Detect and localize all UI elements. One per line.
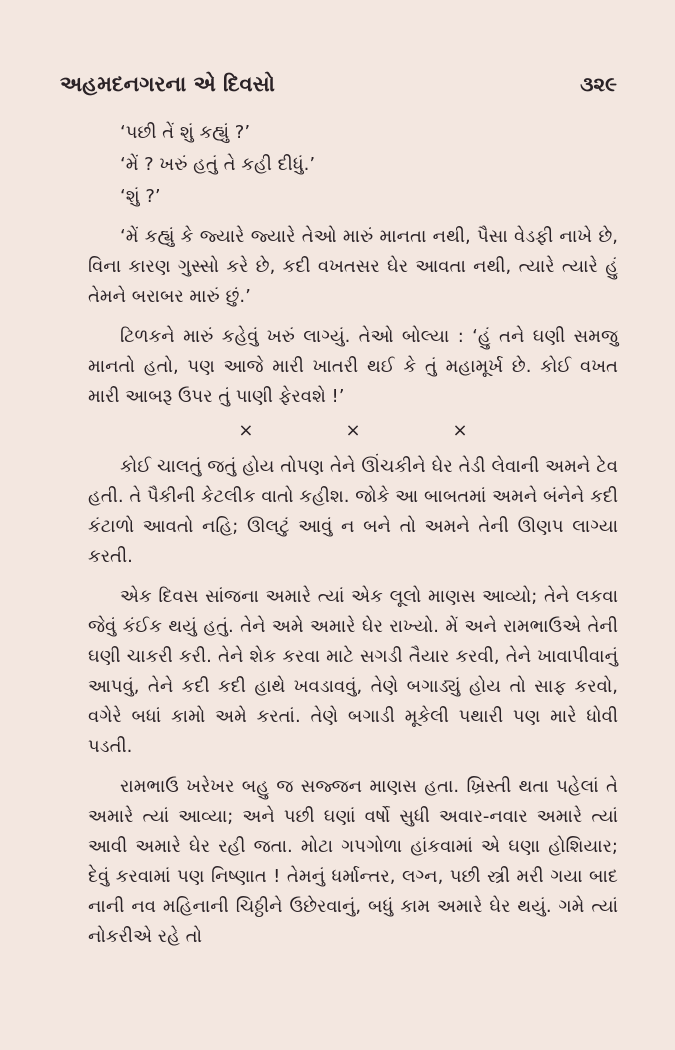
separator-mark: ×	[345, 420, 361, 441]
separator-mark: ×	[452, 420, 468, 441]
separator-mark: ×	[238, 420, 254, 441]
paragraph: ‘મેં કહ્યું કે જ્યારે જ્યારે તેઓ મારું માનતા નથી, પૈસા વેડફી નાખે છે, વિના કારણ ગુસ્સો કરે છે, કદી વખતસર ઘેર આવતા નથી, ત્યારે ત્યારે હું તેમને બરાબર મારું છું.’	[88, 226, 618, 307]
page-header	[60, 72, 617, 108]
dialog-line: ‘પછી તેં શું કહ્યું ?’	[120, 122, 251, 143]
dialog-line: ‘શું ?’	[120, 186, 161, 207]
paragraph: રામભાઉ ખરેખર બહુ જ સજ્જન માણસ હતા. ખ્રિસ્તી થતા પહેલાં તે અમારે ત્યાં આવ્યા; અને પછી ઘણાં વર્ષો સુધી અવાર-નવાર અમારે ત્યાં આવી અમારે ઘેર રહી જતા. મોટા ગપગોળા હાંકવામાં એ ઘણા હોશિયાર; દેવું કરવામાં પણ નિષ્ણાત ! તેમનું ધર્માન્તર, લગ્ન, પછી સ્ત્રી મરી ગયા બાદ નાની નવ મહિનાની ચિઠ્ઠીને ઉછેરવાનું, બધું કામ અમારે ઘેર થયું. ગમે ત્યાં નોકરીએ રહે તો	[88, 776, 618, 947]
body-text	[88, 118, 618, 952]
paragraph: ટિળકને મારું કહેવું ખરું લાગ્યું. તેઓ બોલ્યા : ‘હું તને ઘણી સમજુ માનતો હતો, પણ આજે મારી ખાતરી થઈ કે તું મહામૂર્ખ છે. કોઈ વખત મારી આબરૂ ઉપર તું પાણી ફેરવશે !’	[88, 326, 618, 407]
dialog-line: ‘મેં ? ખરું હતું તે કહી દીધું.’	[120, 154, 316, 175]
paragraph: એક દિવસ સાંજના અમારે ત્યાં એક લૂલો માણસ આવ્યો; તેને લકવા જેવું કંઈક થયું હતું. તેને અમે અમારે ઘેર રાખ્યો. મેં અને રામભાઉએ તેની ઘણી ચાકરી કરી. તેને શેક કરવા માટે સગડી તૈયાર કરવી, તેને ખાવાપીવાનું આપવું, તેને કદી કદી હાથે ખવડાવવું, તેણે બગાડ્યું હોય તો સાફ કરવો, વગેરે બધાં કામો અમે કરતાં. તેણે બગાડી મૂકેલી પથારી પણ મારે ધોવી પડતી.	[88, 586, 618, 757]
section-separator	[88, 416, 618, 446]
page-number: ૩૨૯	[580, 72, 617, 96]
paragraph: કોઈ ચાલતું જતું હોય તોપણ તેને ઊંચકીને ઘેર તેડી લેવાની અમને ટેવ હતી. તે પૈકીની કેટલીક વાતો કહીશ. જોકે આ બાબતમાં અમને બંનેને કદી કંટાળો આવતો નહિ; ઊલટું આવું ન બને તો અમને તેની ઊણપ લાગ્યા કરતી.	[88, 456, 618, 567]
running-title: અહમદનગરના એ દિવસો	[60, 72, 275, 96]
